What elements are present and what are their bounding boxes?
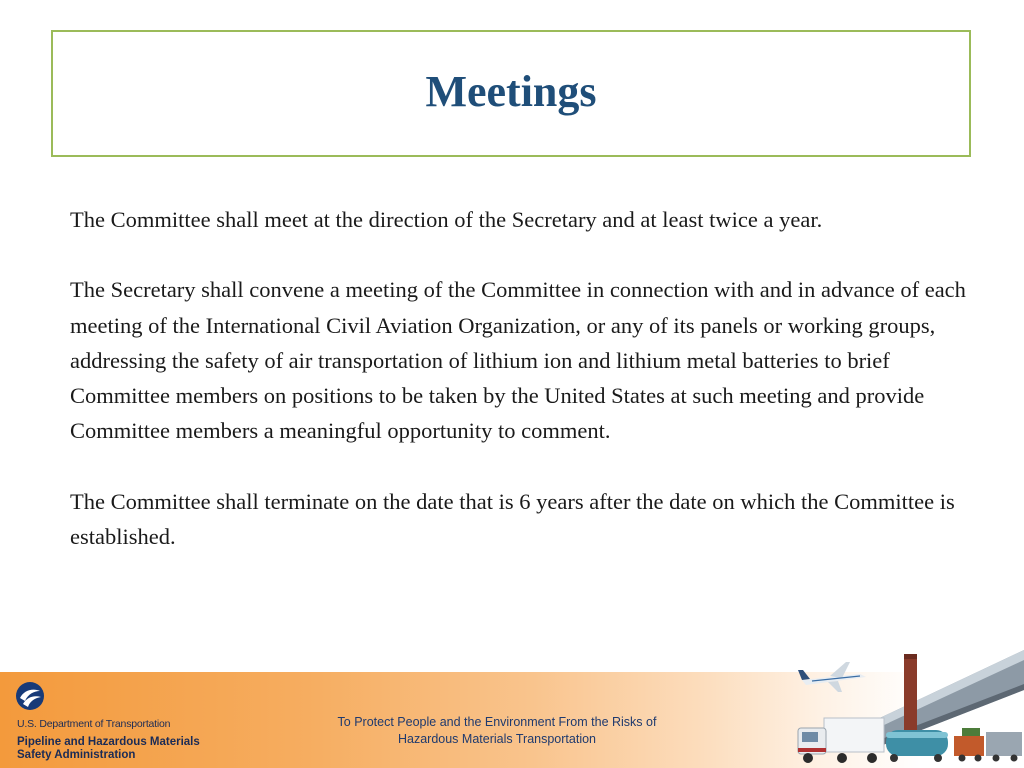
rail-cargo-icon <box>954 728 1022 762</box>
truck-icon <box>798 718 884 763</box>
agency-name <box>17 736 200 762</box>
paragraph-icao-meetings: The Secretary shall convene a meeting of the Committee in connection with and in advance of each meeting of the International Civil Aviation Organization, or any of its panels or working groups, addressing the safety of air transportation of lithium ion and lithium metal batteries to brief Committee members on positions to be taken by the United States at such meeting and provide Committee members a meaningful opportunity to comment. <box>70 277 966 444</box>
agency-name-line2: Safety Administration <box>17 749 136 761</box>
slide-title: Meetings <box>425 67 597 116</box>
airplane-icon <box>798 662 866 692</box>
tagline-line1: To Protect People and the Environment From the Risks of <box>337 715 657 729</box>
paragraph-meeting-frequency: The Committee shall meet at the direction of the Secretary and at least twice a year. <box>70 207 823 232</box>
tagline-line2: Hazardous Materials Transportation <box>397 732 596 746</box>
dot-logo-icon <box>16 682 44 710</box>
slide-body <box>70 202 970 554</box>
paragraph-termination: The Committee shall terminate on the date that is 6 years after the date on which the Committee is established. <box>70 488 955 550</box>
agency-name-line1: Pipeline and Hazardous Materials <box>17 736 200 748</box>
transportation-collage-image <box>790 632 1024 768</box>
title-box <box>51 30 971 157</box>
footer-tagline <box>290 714 704 748</box>
department-name: U.S. Department of Transportation <box>17 718 171 730</box>
tanker-icon <box>886 730 948 762</box>
